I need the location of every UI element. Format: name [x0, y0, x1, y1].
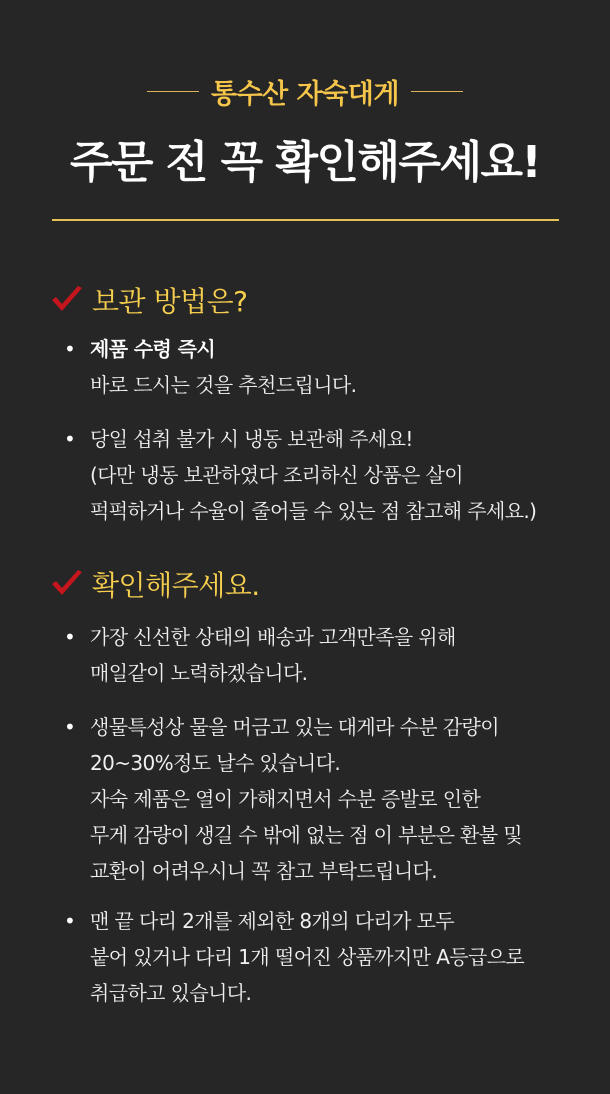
- list-item: [64, 903, 584, 1011]
- item-line: 붙어 있거나 다리 1개 떨어진 상품까지만 A등급으로: [90, 945, 525, 969]
- item-line: 자숙 제품은 열이 가해지면서 수분 증발로 인한: [90, 787, 481, 811]
- list-item: [64, 709, 584, 889]
- page-title: 주문 전 꼭 확인해주세요!: [69, 137, 541, 188]
- section-heading-notice: [50, 564, 260, 604]
- section-title: 보관 방법은?: [92, 285, 248, 318]
- item-line: 제품 수령 즉시: [90, 337, 216, 361]
- bullet: •: [64, 715, 76, 739]
- item-line: 취급하고 있습니다.: [90, 981, 252, 1005]
- item-line: 교환이 어려우시니 꼭 참고 부탁드립니다.: [90, 859, 438, 883]
- list-item: [64, 421, 584, 529]
- list-item: [64, 619, 584, 691]
- list-item: [64, 331, 584, 403]
- title-divider: [52, 219, 559, 221]
- item-line: 생물특성상 물을 머금고 있는 대게라 수분 감량이: [90, 715, 499, 739]
- section-title: 확인해주세요.: [92, 569, 260, 602]
- item-line: (다만 냉동 보관하였다 조리하신 상품은 살이: [90, 463, 463, 487]
- check-icon: [50, 569, 84, 599]
- subtitle: 통수산 자숙대게: [211, 79, 399, 110]
- item-line: 퍽퍽하거나 수율이 줄어들 수 있는 점 참고해 주세요.): [90, 499, 537, 523]
- item-line: 매일같이 노력하겠습니다.: [90, 661, 308, 685]
- item-line: 바로 드시는 것을 추천드립니다.: [90, 373, 357, 397]
- bullet: •: [64, 427, 76, 451]
- subtitle-row: [0, 72, 610, 111]
- item-line: 가장 신선한 상태의 배송과 고객만족을 위해: [90, 625, 456, 649]
- bullet: •: [64, 909, 76, 933]
- bullet: •: [64, 625, 76, 649]
- bullet: •: [64, 337, 76, 361]
- subtitle-right-line: [411, 91, 463, 92]
- item-line: 당일 섭취 불가 시 냉동 보관해 주세요!: [90, 427, 413, 451]
- item-line: 맨 끝 다리 2개를 제외한 8개의 다리가 모두: [90, 909, 455, 933]
- section-heading-storage: [50, 280, 248, 320]
- item-line: 무게 감량이 생길 수 밖에 없는 점 이 부분은 환불 및: [90, 823, 522, 847]
- item-line: 20~30%정도 날수 있습니다.: [90, 751, 341, 775]
- subtitle-left-line: [147, 91, 199, 92]
- check-icon: [50, 285, 84, 315]
